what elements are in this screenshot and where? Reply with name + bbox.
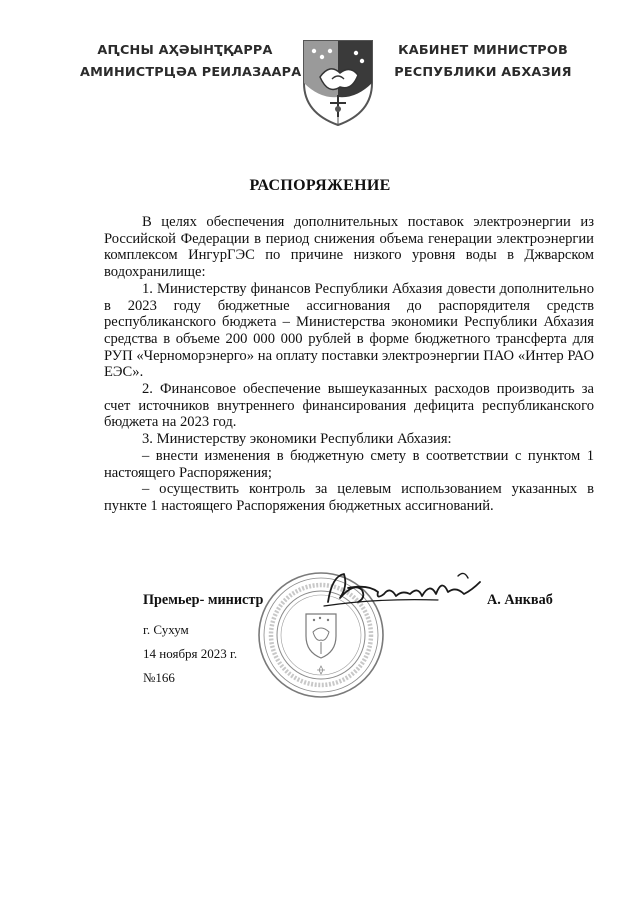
paragraph-item-1: 1. Министерству финансов Республики Абхазия довести дополнительно в 2023 году бюджетные ассигнования до распорядителя средств республиканского бюджета – Министерства экономики Республики Абхазия средства в объеме 200 000 000 рублей в форме бюджетного трансферта для РУП «Черноморэнерго» на оплату поставки электроэнергии ПАО «Интер РАО ЕЭС». — [104, 280, 594, 381]
handwritten-signature — [318, 568, 486, 616]
issue-date: 14 ноября 2023 г. — [143, 646, 238, 661]
document-number: №166 — [143, 670, 175, 685]
header-abkhaz-line2: АМИНИСТРЦӘА РЕИЛАЗААРА — [80, 65, 302, 80]
paragraph-intro: В целях обеспечения дополнительных поставок электроэнергии из Российской Федерации в период снижения объема генерации электроэнергии комплексом ИнгурГЭС по причине низкого уровня воды в Джварском водохранилище: — [104, 214, 594, 281]
paragraph-item-2: 2. Финансовое обеспечение вышеуказанных расходов производить за счет источников внутреннего финансирования дефицита республиканского бюджета на 2023 год. — [104, 381, 594, 431]
header-abkhaz-line1: АԤСНЫ АҲӘЫНҬҚАРРА — [97, 43, 273, 58]
signatory-position: Премьер- министр — [143, 592, 264, 608]
header-russian — [388, 40, 578, 84]
document-body — [104, 214, 594, 515]
signatory-name: А. Анкваб — [487, 592, 553, 608]
coat-of-arms-emblem — [300, 37, 376, 127]
header-russian-line1: КАБИНЕТ МИНИСТРОВ — [398, 43, 568, 58]
paragraph-item-3-b: – осуществить контроль за целевым использованием указанных в пункте 1 настоящего Распоряжения бюджетных ассигнований. — [104, 481, 594, 514]
header-abkhaz — [80, 40, 302, 84]
issue-city: г. Сухум — [143, 622, 189, 637]
paragraph-item-3-a: – внести изменения в бюджетную смету в соответствии с пунктом 1 настоящего Распоряжения; — [104, 447, 594, 481]
document-title: РАСПОРЯЖЕНИЕ — [249, 177, 391, 194]
header-russian-line2: РЕСПУБЛИКИ АБХАЗИЯ — [394, 65, 572, 80]
paragraph-item-3: 3. Министерству экономики Республики Абхазия: — [142, 431, 452, 448]
